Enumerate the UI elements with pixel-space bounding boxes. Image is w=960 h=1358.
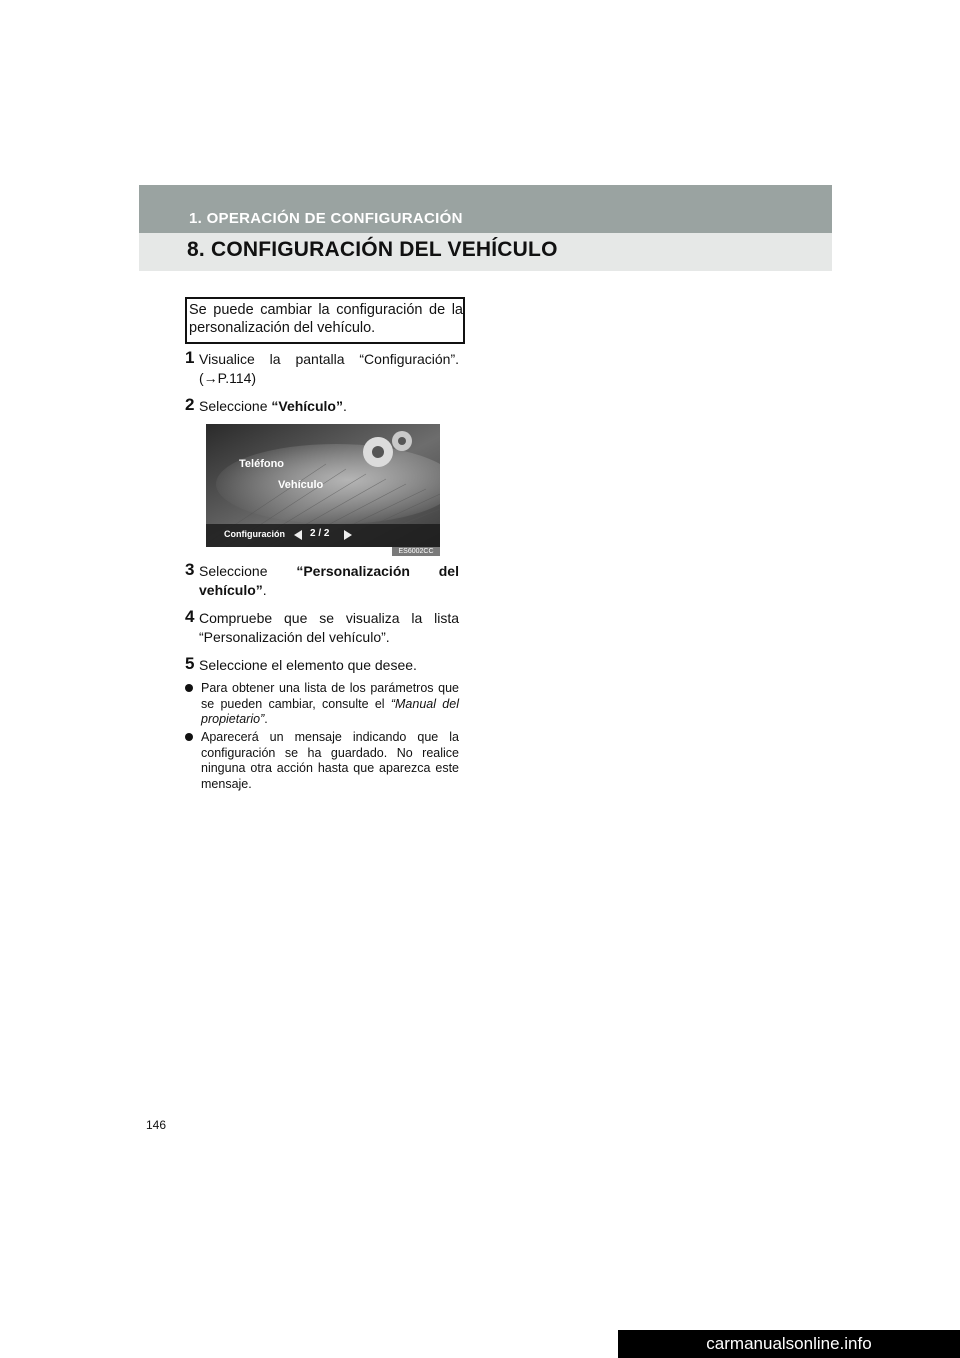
section-label: 1. OPERACIÓN DE CONFIGURACIÓN <box>189 210 463 227</box>
image-code-tag: ES6002CC <box>392 547 440 556</box>
step-text: Visualice la pantalla “Configuración”. (→P.114) <box>199 351 459 386</box>
step-text: Seleccione “Vehículo”. <box>199 398 347 414</box>
step-2 <box>185 397 459 416</box>
note-1 <box>185 681 459 728</box>
intro-box: Se puede cambiar la configuración de la personalización del vehículo. <box>185 297 465 344</box>
step-number: 2 <box>185 395 195 414</box>
chapter-title: 8. CONFIGURACIÓN DEL VEHÍCULO <box>187 238 558 261</box>
bullet-icon <box>185 684 193 692</box>
step-text: Compruebe que se visualiza la lista “Personalización del vehículo”. <box>199 610 459 645</box>
step-number: 5 <box>185 654 195 673</box>
settings-screen-illustration <box>206 424 440 547</box>
note-2 <box>185 730 459 792</box>
chapter-title-bar <box>139 233 832 271</box>
step-5 <box>185 656 459 675</box>
step-text: Seleccione “Personalización del vehículo”. <box>199 563 459 598</box>
step-bold: “Personalización del vehículo” <box>199 563 459 598</box>
step-number: 4 <box>185 607 195 626</box>
step-text: Seleccione el elemento que desee. <box>199 657 417 673</box>
step-bold: “Vehículo” <box>271 398 343 414</box>
step-number: 1 <box>185 348 195 367</box>
watermark: carmanualsonline.info <box>618 1330 960 1358</box>
step-3 <box>185 562 459 600</box>
note-text: Aparecerá un mensaje indicando que la configuración se ha guardado. No realice ninguna otra acción hasta que aparezca este mensaje. <box>201 730 459 791</box>
screen-footer-label: Configuración <box>224 529 285 539</box>
note-text: Para obtener una lista de los parámetros que se pueden cambiar, consulte el “Manual del propietario”. <box>201 681 459 726</box>
section-header-bar <box>139 185 832 233</box>
step-4 <box>185 609 459 647</box>
menu-item-vehicle[interactable]: Vehículo <box>278 479 324 491</box>
menu-item-phone[interactable]: Teléfono <box>239 458 285 470</box>
page-indicator: 2 / 2 <box>310 528 330 539</box>
bullet-icon <box>185 733 193 741</box>
step-number: 3 <box>185 560 195 579</box>
manual-reference: “Manual del propietario” <box>201 696 459 726</box>
page-number: 146 <box>146 1118 167 1132</box>
step-1 <box>185 350 459 388</box>
